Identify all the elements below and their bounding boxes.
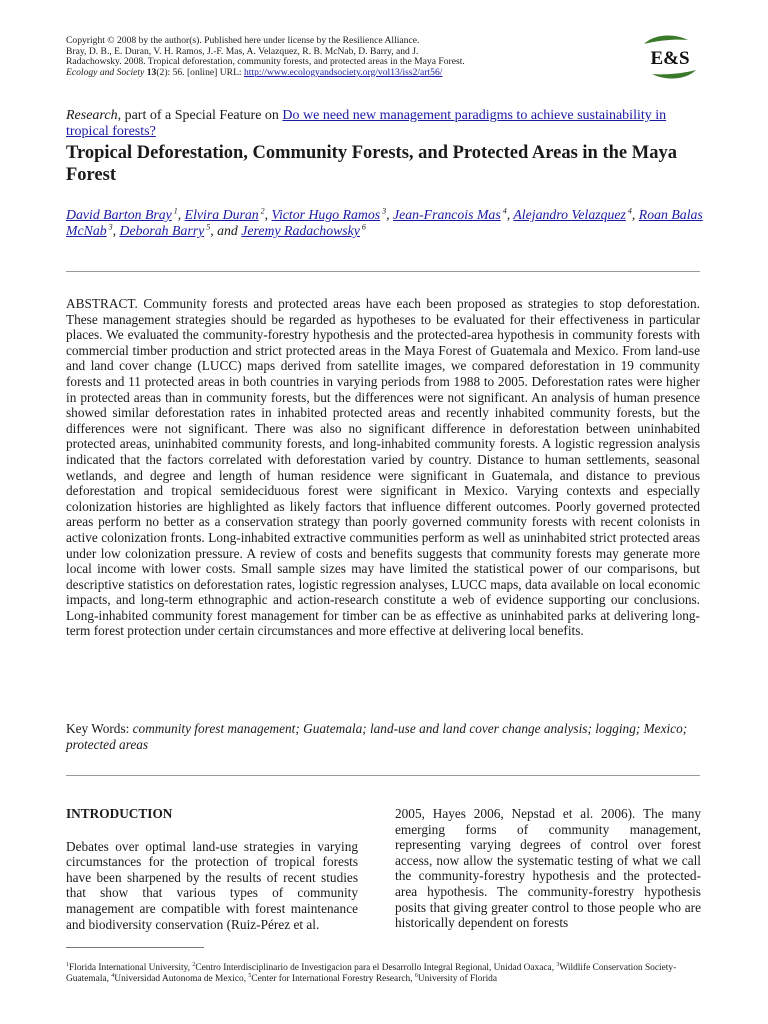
author-link[interactable]: Roan Balas McNab <box>66 207 703 238</box>
introduction-heading: INTRODUCTION <box>66 806 173 821</box>
footnote-number: 2 <box>192 961 196 968</box>
divider-top <box>66 271 700 272</box>
citation-line-2: Radachowsky. 2008. Tropical deforestation, community forests, and protected areas in the Maya Forest. <box>66 56 465 68</box>
special-feature-link[interactable]: Do we need new management paradigms to achieve sustainability in tropical forests? <box>66 108 667 139</box>
author-separator: , <box>506 207 514 222</box>
footnote-number: 1 <box>66 961 69 968</box>
author-separator: , and <box>210 223 242 238</box>
article-url-link[interactable]: http://www.ecologyandsociety.org/vol13/iss2/art56/ <box>244 66 443 78</box>
footnote-number: 3 <box>556 961 560 968</box>
author-separator: , <box>177 207 185 222</box>
footnote-number: 6 <box>414 972 418 979</box>
citation-line-1: Bray, D. B., E. Duran, V. H. Ramos, J.-F. Mas, A. Velazquez, R. B. McNab, D. Barry, and J. <box>66 45 419 57</box>
author-link[interactable]: Elvira Duran <box>184 207 259 222</box>
logo-leaf-top <box>644 35 688 44</box>
author-affiliation-number: 4 <box>625 206 632 216</box>
author-affiliation-number: 2 <box>258 206 265 216</box>
author-affiliation-number: 4 <box>500 206 507 216</box>
affiliation-footnotes <box>66 963 716 985</box>
footnote-affiliation: Florida International University, <box>69 963 193 973</box>
author-link[interactable]: Jean-Francois Mas <box>393 207 501 222</box>
body-column-right <box>395 806 701 931</box>
author-link[interactable]: Alejandro Velazquez <box>513 207 626 222</box>
author-affiliation-number: 3 <box>380 206 387 216</box>
author-separator: , <box>631 207 639 222</box>
issue-pages: (2): 56. [online] URL: <box>156 66 244 78</box>
author-separator: , <box>386 207 394 222</box>
kicker-middle: , part of a Special Feature on <box>117 108 283 123</box>
article-title: Tropical Deforestation, Community Forests, and Protected Areas in the Maya Forest <box>66 143 677 185</box>
abstract: ABSTRACT. Community forests and protected areas have each been proposed as strategies to stop deforestation. These management strategies should be regarded as hypotheses to be evaluated for their effectiveness in particular places. We evaluated the community-forestry hypothesis and the protected-area hypothesis in community forests with commercial timber production and strict protected areas in the Maya Forest of Guatemala and Mexico. From land-use and land cover change (LUCC) maps derived from satellite images, we compared deforestation in 19 community forests and 11 protected areas in both countries in varying periods from 1988 to 2005. Deforestation rates were higher in protected areas than in community forests, but the differences were not significant. An analysis of human presence showed similar deforestation rates in inhabited protected areas and recently inhabited community forests, but the differences were not significant. There was also no significant difference in deforestation between uninhabited protected areas, uninhabited community forests, and long-inhabited community forests. A logistic regression analysis indicated that the factors correlated with deforestation varied by country. Distance to human settlements, seasonal wetlands, and degree and length of human residence were significant in Guatemala, and distance to previous deforestation and tropical semideciduous forest were significant in Mexico. Varying contexts and especially colonization histories are highlighted as likely factors that influence different outcomes. Poorly governed protected areas perform no better as a conservation strategy than poorly governed community forests with recent colonists in active colonization fronts. Long-inhabited extractive communities perform as well as uninhabited strict protected areas under low colonization pressure. A review of costs and benefits suggests that community forests may generate more local income with lower costs. Small sample sizes may have limited the statistical power of our comparisons, but descriptive statistics on deforestation rates, logistic regression analyses, LUCC maps, data available on local economic impacts, and long-term ethnographic and action-research constitute a web of evidence supporting our conclusions. Long-inhabited community forest management for timber can be as effective as uninhabited parks at delivering long-term forest protection under certain circumstances and more effective at delivering local benefits. <box>66 296 700 639</box>
footnote-number: 5 <box>248 972 252 979</box>
footnote-affiliation: Centro Interdisciplinario de Investigacion para el Desarrollo Integral Regional, Unidad Oaxaca, <box>195 963 557 973</box>
footnote-affiliation: University of Florida <box>417 974 498 984</box>
author-link[interactable]: David Barton Bray <box>66 207 172 222</box>
keywords <box>66 721 700 752</box>
copyright-line: Copyright © 2008 by the author(s). Published here under license by the Resilience Alliance. <box>66 35 420 46</box>
journal-name: Ecology and Society <box>66 66 145 78</box>
author-link[interactable]: Deborah Barry <box>119 223 205 238</box>
author-affiliation-number: 1 <box>171 206 178 216</box>
keywords-label: Key Words: <box>66 721 133 736</box>
article-type-line <box>66 108 706 139</box>
footnote-divider <box>66 947 204 948</box>
footnote-affiliation: Center for International Forestry Research, <box>251 974 415 984</box>
citation-header <box>66 36 626 78</box>
es-logo <box>638 34 702 80</box>
footnote-number: 4 <box>111 972 115 979</box>
author-affiliation-number: 6 <box>359 222 366 232</box>
divider-bottom <box>66 775 700 776</box>
citation-line-3 <box>66 68 626 79</box>
body-column-left <box>66 806 358 932</box>
author-affiliation-number: 5 <box>204 222 211 232</box>
author-affiliation-number: 3 <box>106 222 113 232</box>
article-type: Research <box>66 108 118 123</box>
footnote-affiliation: Wildlife Conservation Society-Guatemala, <box>66 963 677 984</box>
author-link[interactable]: Jeremy Radachowsky <box>241 223 360 238</box>
footnote-affiliation: Universidad Autonoma de Mexico, <box>114 974 249 984</box>
introduction-paragraph-left: Debates over optimal land-use strategies in varying circumstances for the protection of tropical forests have been sharpened by the results of recent studies that show that various types of community management are compatible with forest maintenance and biodiversity conservation (Ruiz-Pérez et al. <box>66 838 358 932</box>
author-separator: , <box>112 223 120 238</box>
author-separator: , <box>264 207 272 222</box>
author-link[interactable]: Victor Hugo Ramos <box>271 207 381 222</box>
introduction-paragraph-right: 2005, Hayes 2006, Nepstad et al. 2006). The many emerging forms of community management, representing varying degrees of control over forest access, now allow the systematic testing of what we call the community-forestry hypothesis and the protected-area hypothesis. The community-forestry hypothesis posits that giving greater control to those people who are historically dependent on forests <box>395 806 701 931</box>
volume-number: 13 <box>146 66 157 78</box>
keywords-list: community forest management; Guatemala; land-use and land cover change analysis; logging; Mexico; protected areas <box>66 721 688 752</box>
logo-text: E&S <box>650 48 690 69</box>
author-list <box>66 207 716 239</box>
logo-leaf-bottom <box>652 70 696 79</box>
